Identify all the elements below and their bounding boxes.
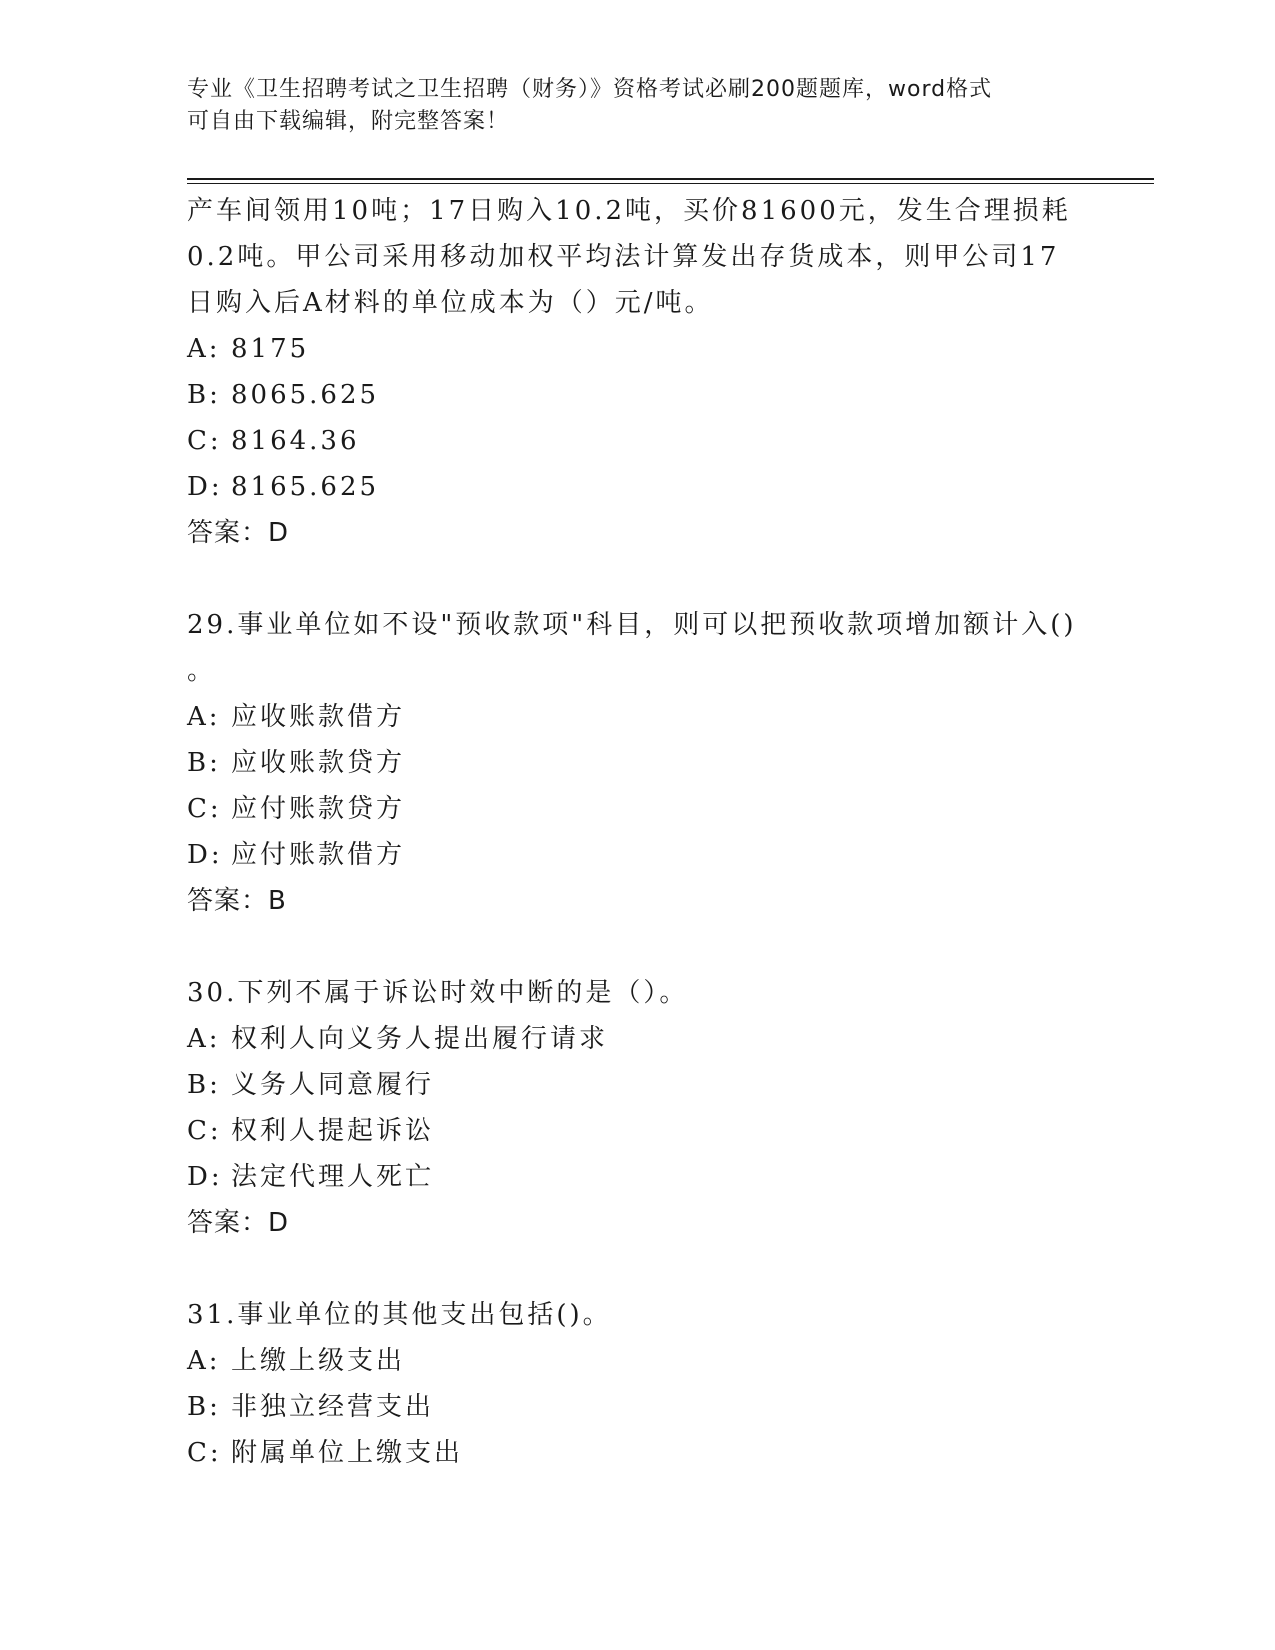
option-text: 义务人同意履行 <box>231 1070 435 1100</box>
option-label: A: <box>187 1346 221 1376</box>
option-d <box>187 1154 1087 1200</box>
option-label: C: <box>187 1438 222 1468</box>
option-label: C: <box>187 426 222 456</box>
option-label: A: <box>187 334 221 364</box>
option-label: D: <box>187 472 223 502</box>
answer-line: 答案：B <box>187 886 287 916</box>
option-a <box>187 1338 1087 1384</box>
option-c <box>187 418 1087 464</box>
option-label: C: <box>187 794 222 824</box>
option-c <box>187 1430 1087 1476</box>
question-stem-line: 31.事业单位的其他支出包括()。 <box>187 1300 612 1330</box>
option-text: 权利人提起诉讼 <box>231 1116 435 1146</box>
header-divider-thick <box>187 178 1154 180</box>
option-text: 附属单位上缴支出 <box>231 1438 464 1468</box>
document-header <box>187 74 1067 138</box>
option-text: 权利人向义务人提出履行请求 <box>231 1024 609 1054</box>
option-text: 应收账款贷方 <box>231 748 406 778</box>
question-30 <box>187 970 1087 1246</box>
option-label: B: <box>187 380 221 410</box>
document-content <box>187 188 1087 1476</box>
spacer <box>187 924 1087 970</box>
option-label: D: <box>187 840 223 870</box>
option-c <box>187 1108 1087 1154</box>
option-text: 8065.625 <box>231 380 380 410</box>
option-b <box>187 1062 1087 1108</box>
option-a <box>187 326 1087 372</box>
option-text: 8175 <box>231 334 310 364</box>
option-label: C: <box>187 1116 222 1146</box>
question-28 <box>187 188 1087 556</box>
option-b <box>187 740 1087 786</box>
option-b <box>187 1384 1087 1430</box>
question-stem-line: 29.事业单位如不设"预收款项"科目，则可以把预收款项增加额计入() <box>187 610 1077 640</box>
option-label: B: <box>187 1070 221 1100</box>
header-title-line-1: 专业《卫生招聘考试之卫生招聘（财务）》资格考试必刷200题题库，word格式 <box>187 77 993 102</box>
spacer <box>187 556 1087 602</box>
option-text: 8164.36 <box>231 426 360 456</box>
option-b <box>187 372 1087 418</box>
header-divider-thin <box>187 183 1154 184</box>
question-stem-line: 产车间领用10吨；17日购入10.2吨，买价81600元，发生合理损耗 <box>187 196 1071 226</box>
option-label: A: <box>187 1024 221 1054</box>
question-stem-line: 。 <box>187 656 217 686</box>
header-title-line-2: 可自由下载编辑，附完整答案！ <box>187 109 510 134</box>
question-stem-line: 日购入后A材料的单位成本为（）元/吨。 <box>187 288 714 318</box>
question-31 <box>187 1292 1087 1476</box>
option-c <box>187 786 1087 832</box>
option-label: B: <box>187 748 221 778</box>
option-d <box>187 464 1087 510</box>
option-text: 应付账款借方 <box>231 840 406 870</box>
answer-line: 答案：D <box>187 1208 290 1238</box>
option-text: 8165.625 <box>231 472 380 502</box>
question-29 <box>187 602 1087 924</box>
option-label: D: <box>187 1162 223 1192</box>
option-text: 法定代理人死亡 <box>231 1162 435 1192</box>
answer-line: 答案：D <box>187 518 290 548</box>
option-a <box>187 694 1087 740</box>
option-text: 应收账款借方 <box>231 702 406 732</box>
option-a <box>187 1016 1087 1062</box>
spacer <box>187 1246 1087 1292</box>
option-text: 非独立经营支出 <box>231 1392 435 1422</box>
question-stem-line: 0.2吨。甲公司采用移动加权平均法计算发出存货成本，则甲公司17 <box>187 242 1060 272</box>
option-text: 应付账款贷方 <box>231 794 406 824</box>
option-text: 上缴上级支出 <box>231 1346 406 1376</box>
question-stem-line: 30.下列不属于诉讼时效中断的是（）。 <box>187 978 689 1008</box>
option-d <box>187 832 1087 878</box>
option-label: B: <box>187 1392 221 1422</box>
option-label: A: <box>187 702 221 732</box>
